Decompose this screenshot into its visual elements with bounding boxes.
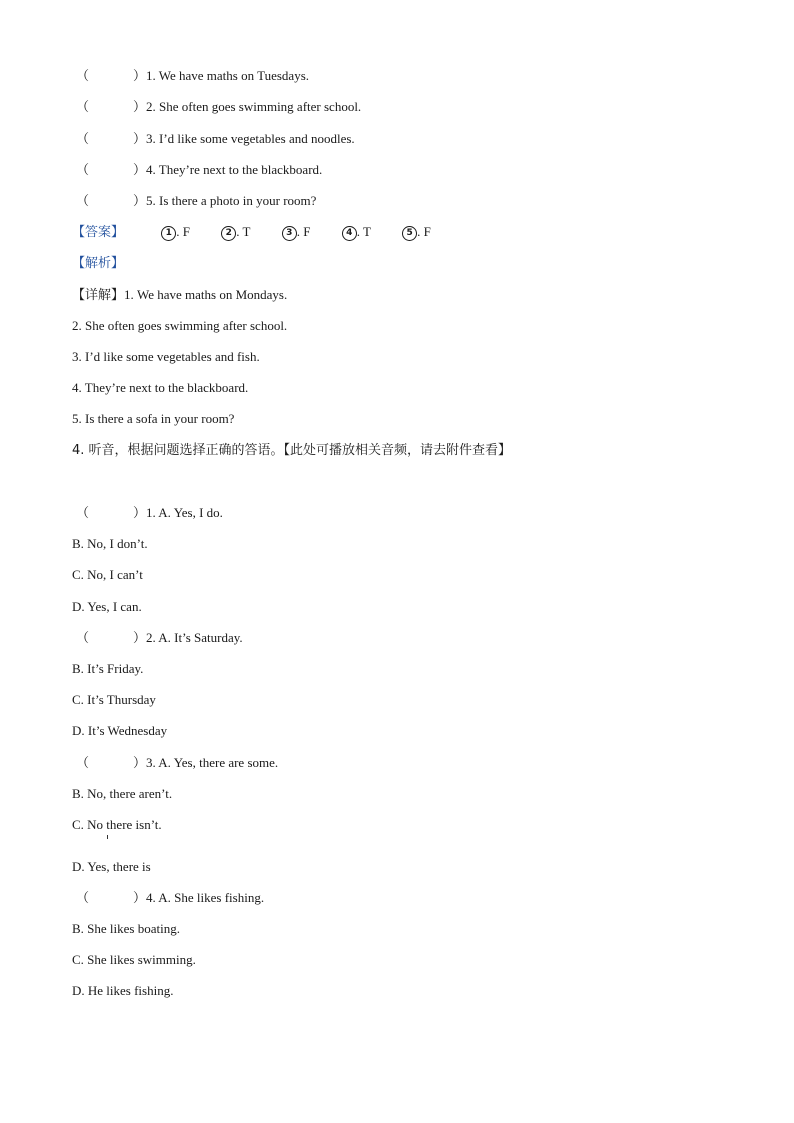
q2-option-c: C. It’s Thursday [72,692,156,707]
answer-blank[interactable]: （ ） [76,505,147,520]
q1-option-b: B. No, I don’t. [72,536,148,551]
answer-blank[interactable]: （ ） [76,890,147,905]
q3-option-c: C. No there isn’t. [72,817,162,832]
tf-item-2: （ ）2. She often goes swimming after school. [76,99,362,114]
answer-blank[interactable]: （ ） [76,162,147,177]
answer-item: 2 . T [221,224,250,241]
q4-option-d: D. He likes fishing. [72,983,174,998]
tf-item-1: （ ）1. We have maths on Tuesdays. [76,68,310,83]
answer-line [72,224,459,241]
answer-item: 4 . T [342,224,371,241]
answer-blank[interactable]: （ ） [76,630,147,645]
answer-item: 1 . F [161,224,190,241]
tf-item-3: （ ）3. I’d like some vegetables and noodles. [76,131,355,146]
question-1: （ ）1. A. Yes, I do. [76,505,223,520]
answer-blank[interactable]: （ ） [76,193,147,208]
answer-blank[interactable]: （ ） [76,68,147,83]
q1-option-c: C. No, I can’t [72,567,143,582]
q3-option-d: D. Yes, there is [72,859,151,874]
detail-line-5: 5. Is there a sofa in your room? [72,411,235,426]
question-3: （ ）3. A. Yes, there are some. [76,755,279,770]
answer-blank[interactable]: （ ） [76,131,147,146]
q3-option-b: B. No, there aren’t. [72,786,173,801]
question-4: （ ）4. A. She likes fishing. [76,890,265,905]
q4-option-b: B. She likes boating. [72,921,180,936]
answer-blank[interactable]: （ ） [76,99,147,114]
detail-line-3: 3. I’d like some vegetables and fish. [72,349,260,364]
answer-label: 【答案】 [72,225,125,240]
section-4-instruction: 4. 听音，根据问题选择正确的答语。【此处可播放相关音频，请去附件查看】 [72,443,512,458]
q2-option-b: B. It’s Friday. [72,661,144,676]
question-2: （ ）2. A. It’s Saturday. [76,630,243,645]
q4-option-c: C. She likes swimming. [72,952,196,967]
answer-item: 3 . F [282,224,311,241]
answer-item: 5 . F [402,224,431,241]
q2-option-d: D. It’s Wednesday [72,723,168,738]
stray-mark [107,835,108,839]
tf-item-4: （ ）4. They’re next to the blackboard. [76,162,323,177]
detail-line-1: 【详解】1. We have maths on Mondays. [72,287,288,303]
answer-blank[interactable]: （ ） [76,755,147,770]
q1-option-d: D. Yes, I can. [72,599,142,614]
detail-line-2: 2. She often goes swimming after school. [72,318,288,333]
tf-item-5: （ ）5. Is there a photo in your room? [76,193,317,208]
analysis-label: 【解析】 [72,256,125,271]
detail-label: 【详解】 [72,288,125,303]
detail-line-4: 4. They’re next to the blackboard. [72,380,249,395]
